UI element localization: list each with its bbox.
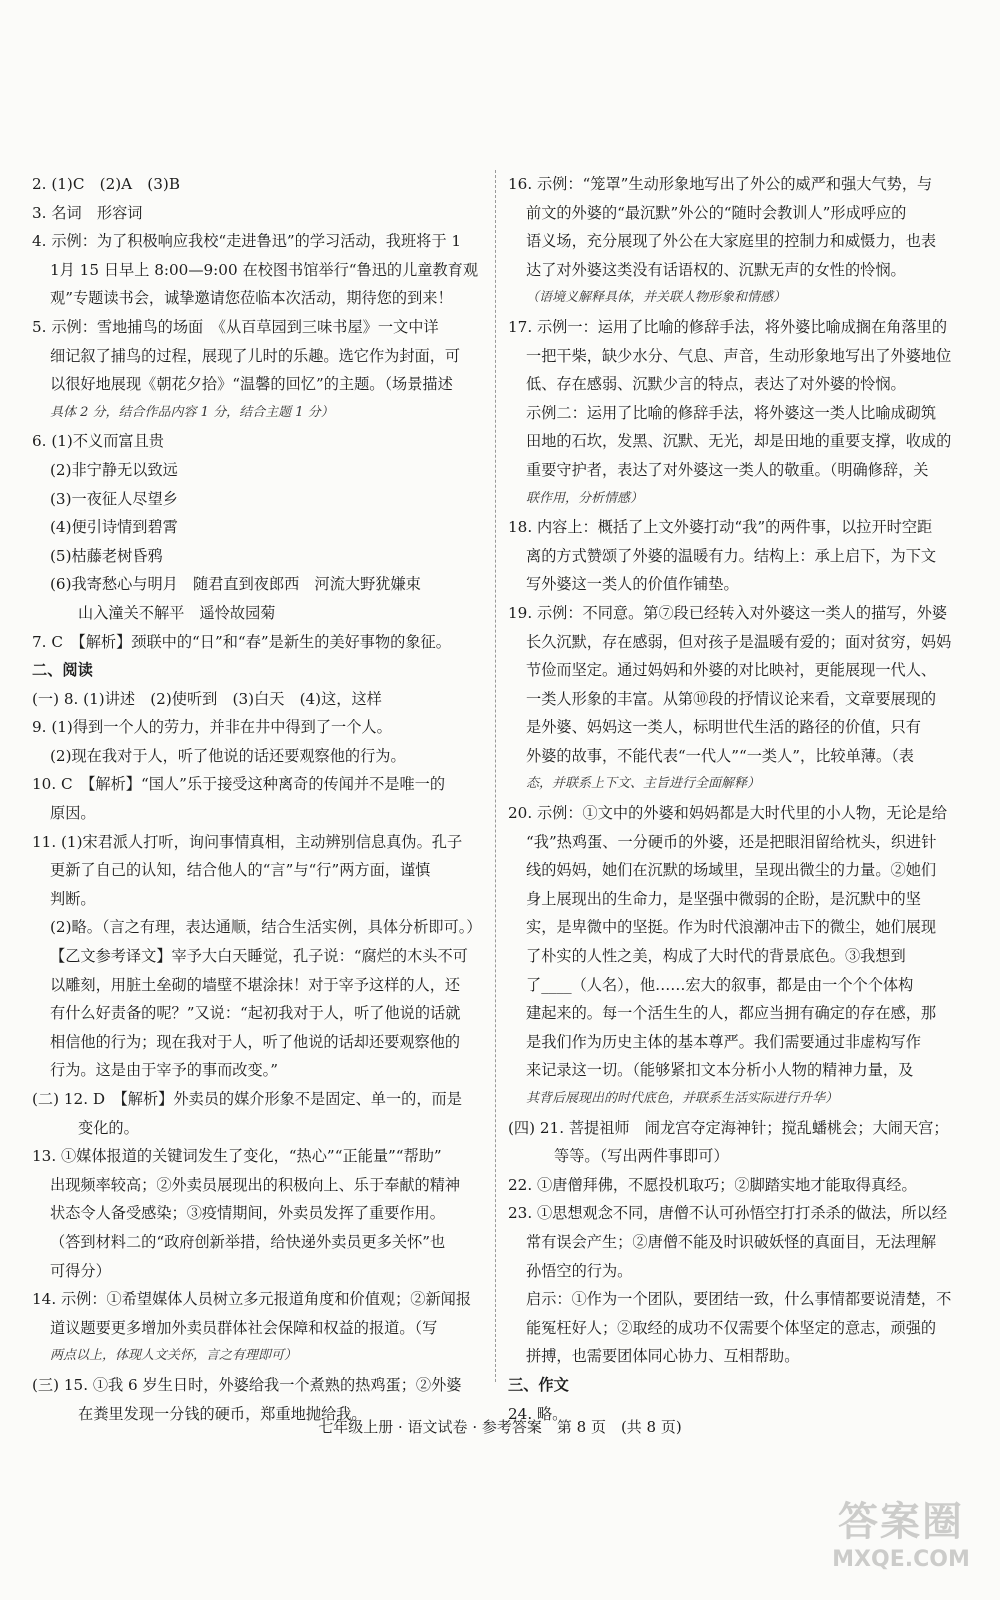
answer-line: 达了对外婆这类没有话语权的、沉默无声的女性的怜悯。: [526, 260, 906, 279]
answer-line: （答到材料二的“政府创新举措，给快递外卖员更多关怀”也: [50, 1232, 446, 1251]
answer-line: “我”热鸡蛋、一分硬币的外婆，还是把眼泪留给枕头，织进针: [526, 832, 937, 851]
answer-line: 道议题要更多增加外卖员群体社会保障和权益的报道。（写: [50, 1318, 438, 1337]
answer-line: 11. (1)宋君派人打听，询问事情真相，主动辨别信息真伪。孔子: [32, 832, 463, 851]
answer-line: 可得分）: [50, 1261, 111, 1280]
answer-line: 14. 示例：①希望媒体人员树立多元报道角度和价值观；②新闻报: [32, 1290, 472, 1309]
answer-line: 行为。这是由于宰予的事而改变。”: [50, 1061, 278, 1080]
answer-line: 写外婆这一类人的价值作铺垫。: [526, 575, 739, 594]
answer-line: 前文的外婆的“最沉默”外公的“随时会教训人”形成呼应的: [526, 203, 907, 222]
answer-line: 一类人形象的丰富。从第⑩段的抒情议论来看，文章要展现的: [526, 689, 937, 708]
answer-line: 5. 示例：雪地捕鸟的场面 《从百草园到三味书屋》一文中详: [32, 317, 439, 336]
answer-line: 9. (1)得到一个人的劳力，并非在井中得到了一个人。: [32, 718, 392, 737]
answer-line: 在粪里发现一分钱的硬币，郑重地抛给我。: [78, 1404, 367, 1423]
answer-line: 细记叙了捕鸟的过程，展现了儿时的乐趣。选它作为封面，可: [50, 346, 461, 365]
answer-line: 17. 示例一：运用了比喻的修辞手法，将外婆比喻成搁在角落里的: [508, 317, 948, 336]
answer-line: 【乙文参考译文】宰予大白天睡觉，孔子说：“腐烂的木头不可: [50, 947, 468, 966]
answer-line: 23. ①思想观念不同，唐僧不认可孙悟空打打杀杀的做法，所以经: [508, 1204, 948, 1223]
answer-line: 态，并联系上下文、主旨进行全面解释）: [526, 776, 761, 792]
answer-line: 以雕刻，用脏土垒砌的墙壁不堪涂抹！对于宰予这样的人，还: [50, 975, 461, 994]
answer-line: 山入潼关不解平 遥怜故园菊: [78, 603, 276, 622]
answer-line: 建起来的。每一个活生生的人，都应当拥有确定的存在感，那: [526, 1004, 937, 1023]
answer-line: (2)现在我对于人，听了他说的话还要观察他的行为。: [50, 746, 406, 765]
answer-line: 原因。: [50, 804, 96, 823]
answer-line: 来记录这一切。（能够紧扣文本分析小人物的精神力量，及: [526, 1061, 914, 1080]
answer-line: 判断。: [50, 889, 96, 908]
left-column: [32, 170, 484, 1428]
section-heading: 二、阅读: [32, 661, 93, 680]
answer-line: 13. ①媒体报道的关键词发生了变化，“热心”“正能量”“帮助”: [32, 1147, 442, 1166]
answer-line: 其背后展现出的时代底色，并联系生活实际进行升华）: [526, 1091, 839, 1106]
answer-line: 4. 示例：为了积极响应我校“走进鲁迅”的学习活动，我班将于 1: [32, 232, 462, 251]
answer-line: 是外婆、妈妈这一类人，标明世代生活的路径的价值，只有: [526, 718, 921, 737]
answer-line: 田地的石坎，发黑、沉默、无光，却是田地的重要支撑，收成的: [526, 432, 952, 451]
answer-line: 6. (1)不义而富且贵: [32, 432, 164, 451]
answer-line: (二) 12. D 【解析】外卖员的媒介形象不是固定、单一的，而是: [32, 1090, 462, 1108]
answer-line: 7. C 【解析】颈联中的“日”和“春”是新生的美好事物的象征。: [32, 632, 451, 651]
answer-line: (6)我寄愁心与明月 随君直到夜郎西 河流大野犹嫌束: [50, 575, 421, 594]
answer-line: 等等。（写出两件事即可）: [554, 1147, 729, 1166]
answer-line: 身上展现出的生命力，是坚强中微弱的企盼，是沉默中的坚: [526, 889, 921, 908]
answer-line: 低、存在感弱、沉默少言的特点，表达了对外婆的怜悯。: [526, 375, 906, 394]
answer-line: 18. 内容上：概括了上文外婆打动“我”的两件事，以拉开时空距: [508, 518, 933, 537]
page-footer: 七年级上册 · 语文试卷 · 参考答案 第 8 页 (共 8 页): [318, 1418, 682, 1436]
answer-line: 线的妈妈，她们在沉默的场域里，呈现出微尘的力量。②她们: [526, 861, 937, 880]
answer-line: 22. ①唐僧拜佛，不愿投机取巧；②脚踏实地才能取得真经。: [508, 1175, 917, 1194]
answer-line: (四) 21. 菩提祖师 闹龙宫夺定海神针；搅乱蟠桃会；大闹天宫；: [508, 1118, 949, 1137]
answer-line: 拼搏，也需要团体同心协力、互相帮助。: [526, 1347, 800, 1366]
answer-line: 重要守护者，表达了对外婆这一类人的敬重。（明确修辞，关: [526, 460, 929, 479]
answer-line: 2. (1)C (2)A (3)B: [32, 175, 180, 193]
answer-line: 长久沉默，存在感弱，但对孩子是温暖有爱的；面对贫穷，妈妈: [526, 632, 952, 651]
answer-line: 实，是卑微中的坚挺。作为时代浪潮冲击下的微尘，她们展现: [526, 918, 937, 937]
section-heading: 三、作文: [508, 1375, 569, 1394]
answer-line: 10. C 【解析】“国人”乐于接受这种离奇的传闻并不是唯一的: [32, 775, 446, 794]
answer-line: 一把干柴，缺少水分、气息、声音，生动形象地写出了外婆地位: [526, 346, 952, 365]
answer-line: (三) 15. ①我 6 岁生日时，外婆给我一个煮熟的热鸡蛋；②外婆: [32, 1375, 462, 1394]
watermark-logo-text: 答案圈: [838, 1499, 964, 1545]
answer-line: 启示：①作为一个团队，要团结一致，什么事情都要说清楚，不: [526, 1290, 952, 1309]
answer-line: 了朴实的人性之美，构成了大时代的背景底色。③我想到: [526, 947, 906, 966]
answer-line: 19. 示例：不同意。第⑦段已经转入对外婆这一类人的描写，外婆: [508, 603, 948, 622]
answer-line: 是我们作为历史主体的基本尊严。我们需要通过非虚构写作: [526, 1032, 921, 1051]
answer-line: 了____（人名），他……宏大的叙事，都是由一个个个体构: [526, 975, 914, 994]
answer-line: 以很好地展现《朝花夕拾》“温馨的回忆”的主题。（场景描述: [50, 375, 453, 394]
answer-line: 1月 15 日早上 8:00—9:00 在校图书馆举行“鲁迅的儿童教育观: [50, 260, 479, 279]
answer-line: (2)略。（言之有理，表达通顺，结合生活实例，具体分析即可。）: [50, 918, 482, 937]
answer-line: 更新了自己的认知，结合他人的“言”与“行”两方面，谨慎: [50, 861, 431, 880]
answer-line: (2)非宁静无以致远: [50, 460, 178, 479]
answer-line: 常有误会产生；②唐僧不能及时识破妖怪的真面目，无法理解: [526, 1232, 937, 1251]
answer-line: 具体 2 分，结合作品内容 1 分，结合主题 1 分）: [50, 404, 334, 420]
answer-line: 外婆的故事，不能代表“一代人”“一类人”，比较单薄。（表: [526, 746, 914, 765]
answer-line: (5)枯藤老树昏鸦: [50, 546, 163, 565]
answer-line: 两点以上，体现人文关怀，言之有理即可）: [50, 1348, 298, 1364]
answer-line: 能冤枉好人；②取经的成功不仅需要个体坚定的意志，顽强的: [526, 1318, 937, 1337]
watermark-url: MXQE.COM: [832, 1547, 970, 1572]
right-column: [508, 170, 968, 1428]
answer-line: (4)便引诗情到碧霄: [50, 518, 178, 537]
answer-line: (一) 8. (1)讲述 (2)使听到 (3)白天 (4)这，这样: [32, 689, 382, 708]
answer-line: 20. 示例：①文中的外婆和妈妈都是大时代里的小人物，无论是给: [508, 804, 948, 823]
answer-line: 联作用，分析情感）: [526, 490, 644, 506]
answer-line: 状态令人备受感染；③疫情期间，外卖员发挥了重要作用。: [50, 1204, 445, 1223]
answer-line: 节俭而坚定。通过妈妈和外婆的对比映衬，更能展现一代人、: [526, 661, 937, 680]
answer-line: 3. 名词 形容词: [32, 203, 143, 222]
answer-line: 16. 示例：“笼罩”生动形象地写出了外公的威严和强大气势，与: [508, 175, 933, 193]
answer-line: 观”专题读书会，诚挚邀请您莅临本次活动，期待您的到来！: [50, 289, 453, 308]
answer-line: （语境义解释具体，并关联人物形象和情感）: [526, 290, 787, 306]
answer-line: 有什么好责备的呢？”又说：“起初我对于人，听了他说的话就: [50, 1004, 461, 1023]
answer-line: 出现频率较高；②外卖员展现出的积极向上、乐于奉献的精神: [50, 1175, 461, 1194]
watermark-logo: [816, 1490, 986, 1572]
answer-line: 离的方式赞颂了外婆的温暖有力。结构上：承上启下，为下文: [526, 546, 937, 565]
answer-line: (3)一夜征人尽望乡: [50, 489, 178, 508]
answer-line: 语义场，充分展现了外公在大家庭里的控制力和威慑力，也表: [526, 232, 937, 251]
column-divider: [495, 170, 496, 1382]
answer-line: 变化的。: [78, 1118, 139, 1137]
answer-line: 24. 略。: [508, 1404, 568, 1423]
answer-line: 相信他的行为；现在我对于人，听了他说的话却还要观察他的: [50, 1032, 461, 1051]
answer-line: 示例二：运用了比喻的修辞手法，将外婆这一类人比喻成砌筑: [526, 403, 937, 422]
answer-line: 孙悟空的行为。: [526, 1261, 633, 1280]
